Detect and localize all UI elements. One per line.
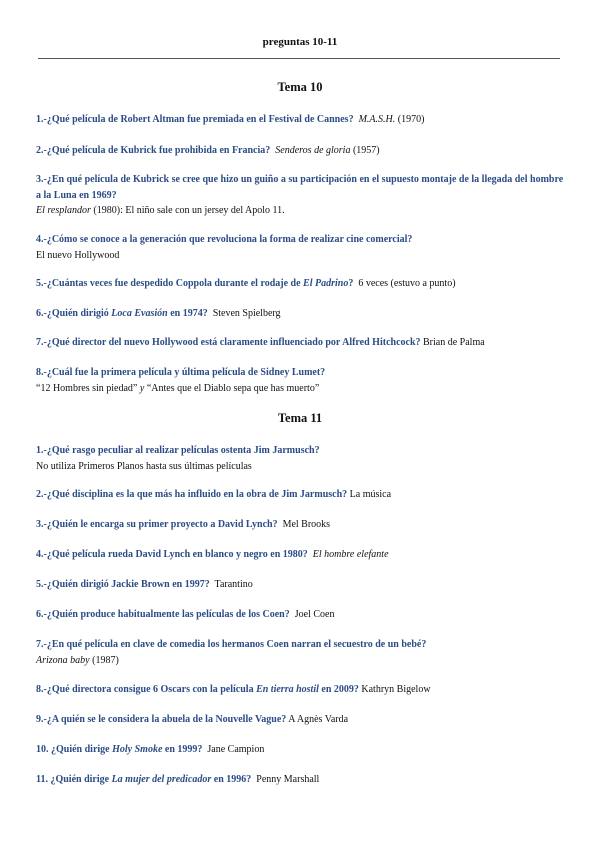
question-text: 6.-¿Quién produce habitualmente las películas de los Coen? <box>36 609 290 620</box>
question-block <box>36 232 566 263</box>
question-block <box>36 637 566 668</box>
answer-text: No utiliza Primeros Planos hasta sus últimas películas <box>36 460 252 472</box>
question-text: 7.-¿Qué director del nuevo Hollywood está claramente influenciado por Alfred Hitchcock? <box>36 337 421 348</box>
answer-text: (1980): El niño sale con un jersey del Apolo 11. <box>90 205 285 216</box>
answer-text: (1987) <box>89 654 119 666</box>
header-divider <box>38 58 560 59</box>
answer-text: Jane Campion <box>207 744 265 755</box>
answer-text: Penny Marshall <box>256 774 320 785</box>
answer-title: Senderos de gloria <box>275 145 351 156</box>
question-block <box>36 306 566 322</box>
section-title-tema-10: Tema 10 <box>277 80 323 94</box>
question-block <box>36 547 566 563</box>
answer-text: La música <box>349 489 392 500</box>
question-block <box>36 443 566 474</box>
answer-title: Arizona baby <box>36 654 90 666</box>
question-block <box>36 577 566 593</box>
answer-text: Steven Spielberg <box>212 308 281 319</box>
question-text: 3.-¿En qué película de Kubrick se cree que hizo un guiño a su participación en el supuesto montaje de la llegada del hombre a la Luna en 1969? <box>36 174 564 201</box>
question-block <box>36 607 566 623</box>
question-block <box>36 365 566 396</box>
answer-text: Mel Brooks <box>282 519 331 530</box>
answer-text: (1970) <box>395 114 425 125</box>
question-block <box>36 143 566 159</box>
question-block <box>36 172 566 219</box>
question-block <box>36 517 566 533</box>
question-text: 3.-¿Quién le encarga su primer proyecto a David Lynch? <box>36 519 278 530</box>
question-text: 8.-¿Qué directora consigue 6 Oscars con la película En tierra hostil en 2009? <box>36 684 359 695</box>
answer-text: El nuevo Hollywood <box>36 249 120 261</box>
question-text: 11. ¿Quién dirige La mujer del predicador en 1996? <box>36 774 252 785</box>
answer-text: Tarantino <box>214 579 253 590</box>
answer-title: El hombre elefante <box>312 549 389 560</box>
question-block <box>36 682 566 698</box>
page-title: preguntas 10-11 <box>262 36 338 48</box>
question-text: 1.-¿Qué película de Robert Altman fue premiada en el Festival de Cannes? <box>36 114 354 125</box>
question-text: 9.-¿A quién se le considera la abuela de la Nouvelle Vague? <box>36 714 287 725</box>
question-block <box>36 276 566 292</box>
question-text: 4.-¿Qué película rueda David Lynch en blanco y negro en 1980? <box>36 549 308 560</box>
answer-title: El resplandor <box>36 205 91 216</box>
question-block <box>36 712 566 728</box>
question-text: 2.-¿Qué película de Kubrick fue prohibida en Francia? <box>36 145 271 156</box>
question-text: 8.-¿Cuál fue la primera película y última película de Sidney Lumet? <box>36 367 326 378</box>
question-text: 4.-¿Cómo se conoce a la generación que revoluciona la forma de realizar cine comercial? <box>36 234 413 245</box>
question-text: 5.-¿Quién dirigió Jackie Brown en 1997? <box>36 579 210 590</box>
question-block <box>36 335 566 351</box>
answer-title: M.A.S.H. <box>358 114 396 125</box>
question-block <box>36 112 566 128</box>
answer-text: Kathryn Bigelow <box>361 684 431 695</box>
answer-text: 6 veces (estuvo a punto) <box>358 278 456 289</box>
question-block <box>36 772 566 788</box>
question-text: 7.-¿En qué película en clave de comedia los hermanos Coen narran el secuestro de un bebé? <box>36 639 427 650</box>
answer-text: (1957) <box>350 145 380 156</box>
question-text: 6.-¿Quién dirigió Loca Evasión en 1974? <box>36 308 208 319</box>
question-text: 10. ¿Quién dirige Holy Smoke en 1999? <box>36 744 203 755</box>
answer-text: Joel Coen <box>294 609 335 620</box>
question-text: 2.-¿Qué disciplina es la que más ha influido en la obra de Jim Jarmusch? <box>36 489 348 500</box>
answer-text: A Agnès Varda <box>288 714 349 725</box>
question-block <box>36 742 566 758</box>
question-text: 5.-¿Cuántas veces fue despedido Coppola durante el rodaje de El Padrino? <box>36 278 354 289</box>
answer-text: “12 Hombres sin piedad” y “Antes que el Diablo sepa que has muerto” <box>36 382 320 394</box>
question-block <box>36 487 566 503</box>
section-title-tema-11: Tema 11 <box>277 411 323 425</box>
question-text: 1.-¿Qué rasgo peculiar al realizar películas ostenta Jim Jarmusch? <box>36 445 320 456</box>
answer-text: Brian de Palma <box>423 337 485 348</box>
